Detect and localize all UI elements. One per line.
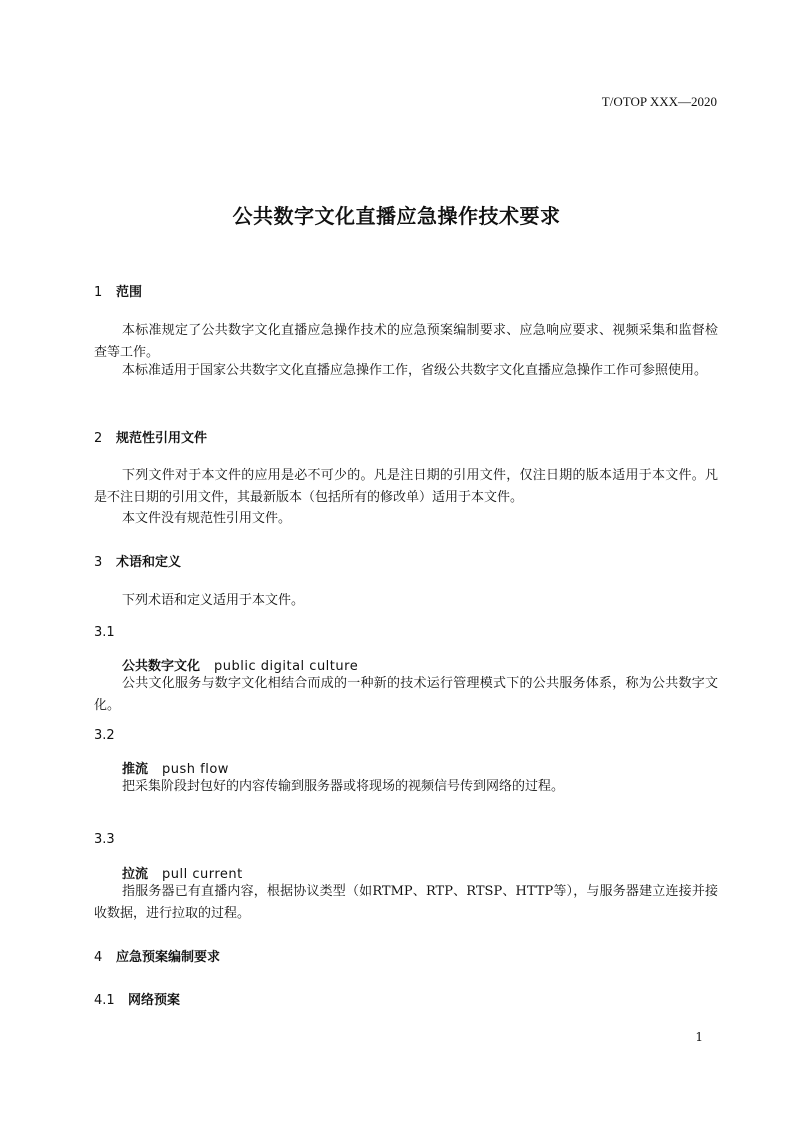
paragraph-references-2: 本文件没有规范性引用文件。 [122, 511, 292, 526]
term-chinese: 推流 [122, 762, 149, 777]
paragraph-references-1: 下列文件对于本文件的应用是必不可少的。凡是注日期的引用文件，仅注日期的版本适用于本文件。凡是不注日期的引用文件，其最新版本（包括所有的修改单）适用于本文件。 [94, 468, 718, 505]
term-definition: 把采集阶段封包好的内容传输到服务器或将现场的视频信号传到网络的过程。 [122, 779, 565, 794]
term-definition: 指服务器已有直播内容，根据协议类型（如RTMP、RTP、RTSP、HTTP等），与服务器建立连接并接收数据，进行拉取的过程。 [94, 884, 718, 921]
page-number: 1 [695, 1030, 703, 1044]
paragraph-scope-2: 本标准适用于国家公共数字文化直播应急操作工作，省级公共数字文化直播应急操作工作可参照使用。 [122, 363, 708, 378]
section-1-heading [94, 281, 142, 300]
section-number: 3 [94, 555, 103, 570]
document-title: 公共数字文化直播应急操作技术要求 [232, 204, 561, 228]
section-number: 2 [94, 431, 103, 446]
term-chinese: 拉流 [122, 867, 149, 882]
term-number: 3.2 [94, 728, 115, 743]
term-number: 3.1 [94, 625, 115, 640]
term-english: push flow [162, 762, 229, 777]
section-title: 范围 [116, 285, 143, 300]
section-2-heading [94, 427, 207, 446]
section-title: 应急预案编制要求 [116, 950, 221, 965]
term-english: public digital culture [214, 659, 359, 674]
term-heading [122, 863, 243, 882]
section-number: 1 [94, 285, 103, 300]
section-title: 网络预案 [128, 993, 181, 1008]
term-heading [122, 655, 358, 674]
section-4-heading [94, 946, 220, 965]
term-english: pull current [162, 867, 243, 882]
paragraph-terms-intro: 下列术语和定义适用于本文件。 [122, 593, 305, 608]
section-title: 术语和定义 [116, 555, 182, 570]
section-title: 规范性引用文件 [116, 431, 208, 446]
document-code: T/OTOP XXX—2020 [601, 94, 717, 109]
section-number: 4.1 [94, 993, 115, 1008]
section-3-heading [94, 551, 181, 570]
term-definition: 公共文化服务与数字文化相结合而成的一种新的技术运行管理模式下的公共服务体系，称为公共数字文化。 [94, 676, 718, 713]
term-chinese: 公共数字文化 [122, 659, 201, 674]
section-4-1-heading [94, 989, 180, 1008]
paragraph-scope-1: 本标准规定了公共数字文化直播应急操作技术的应急预案编制要求、应急响应要求、视频采集和监督检查等工作。 [94, 323, 718, 360]
term-heading [122, 758, 229, 777]
section-number: 4 [94, 950, 103, 965]
term-number: 3.3 [94, 832, 115, 847]
